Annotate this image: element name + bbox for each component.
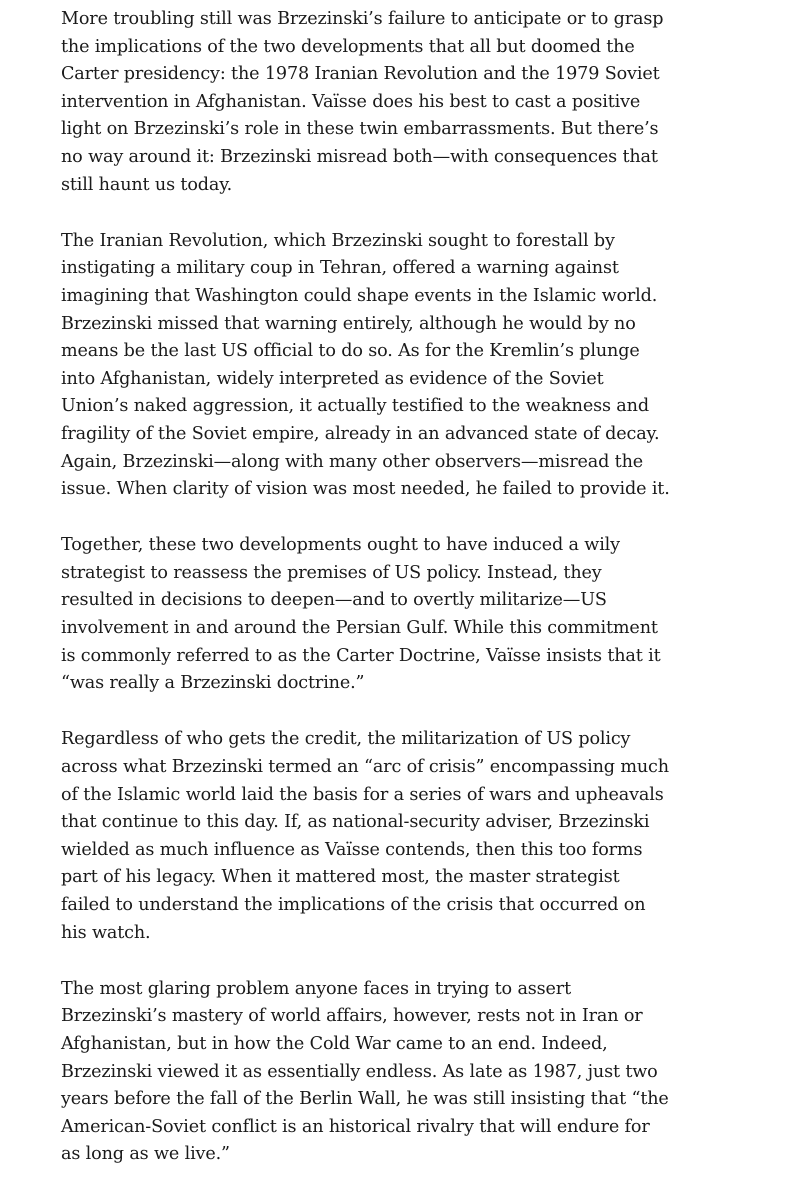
- article-paragraph: More troubling still was Brzezinski’s failure to anticipate or to grasp the implications of the two developments that all but doomed the Carter presidency: the 1978 Iranian Revolution and the 1979 Soviet intervention in Afghanistan. Vaïsse does his best to cast a positive light on Brzezinski’s role in these twin embarrassments. But there’s no way around it: Brzezinski misread both—with consequences that still haunt us today.: [61, 9, 664, 195]
- article-paragraph: Together, these two developments ought to have induced a wily strategist to reassess the premises of US policy. Instead, they resulted in decisions to deepen—and to overtly militarize—US involvement in and around the Persian Gulf. While this commitment is commonly referred to as the Carter Doctrine, Vaïsse insists that it “was really a Brzezinski doctrine.”: [61, 535, 661, 694]
- article-body: [61, 6, 671, 1198]
- article-paragraph: Regardless of who gets the credit, the militarization of US policy across what Brzezinski termed an “arc of crisis” encompassing much of the Islamic world laid the basis for a series of wars and upheavals that continue to this day. If, as national-security adviser, Brzezinski wielded as much influence as Vaïsse contends, then this too forms part of his legacy. When it mattered most, the master strategist failed to understand the implications of the crisis that occurred on his watch.: [61, 729, 669, 943]
- article-paragraph: The most glaring problem anyone faces in trying to assert Brzezinski’s mastery of world affairs, however, rests not in Iran or Afghanistan, but in how the Cold War came to an end. Indeed, Brzezinski viewed it as essentially endless. As late as 1987, just two years before the fall of the Berlin Wall, he was still insisting that “the American-Soviet conflict is an historical rivalry that will endure for as long as we live.”: [61, 978, 669, 1165]
- article-paragraph: The Iranian Revolution, which Brzezinski sought to forestall by instigating a military coup in Tehran, offered a warning against imagining that Washington could shape events in the Islamic world. Brzezinski missed that warning entirely, although he would by no means be the last US official to do so. As for the Kremlin’s plunge into Afghanistan, widely interpreted as evidence of the Soviet Union’s naked aggression, it actually testified to the weakness and fragility of the Soviet empire, already in an advanced state of decay. Again, Brzezinski—along with many other observers—misread the issue. When clarity of vision was most needed, he failed to provide it.: [61, 230, 670, 500]
